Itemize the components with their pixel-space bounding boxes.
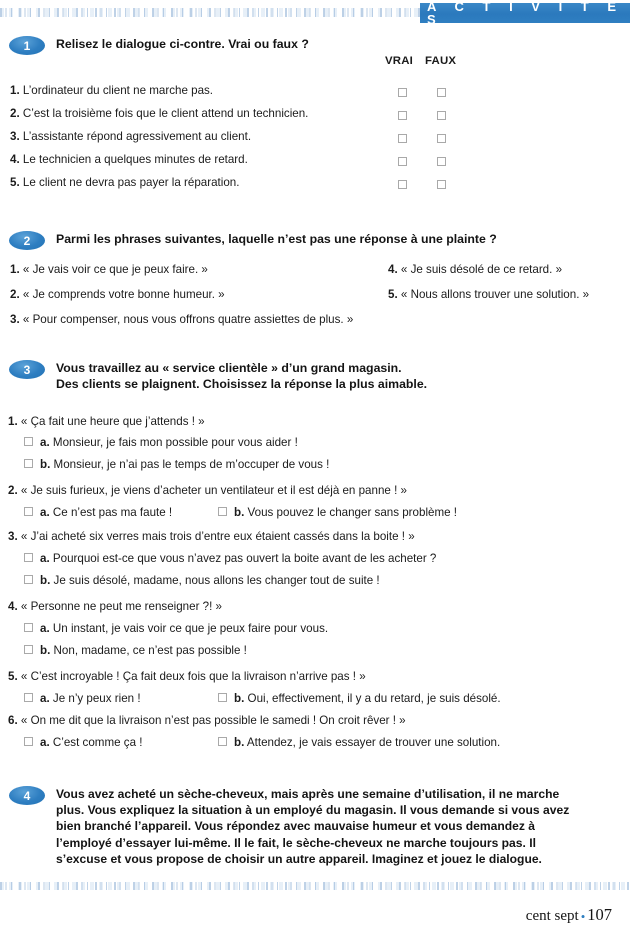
table-row [0, 176, 630, 194]
exercise-3-prompt-line-1: Vous travaillez au « service clientèle » d’un grand magasin. [56, 361, 402, 375]
option-letter: a. [40, 692, 50, 705]
option-checkbox[interactable] [24, 575, 33, 584]
question-number: 3. [8, 530, 18, 543]
exercise-2 [0, 231, 630, 251]
option-checkbox[interactable] [218, 507, 227, 516]
option-letter: b. [40, 458, 51, 471]
vf-row-num: 2. [10, 107, 20, 120]
option-letter: b. [40, 644, 51, 657]
checkbox-vrai[interactable] [398, 180, 407, 189]
vf-row-statement: Le client ne devra pas payer la réparation. [22, 176, 240, 189]
table-row [0, 84, 630, 102]
question-text: « J’ai acheté six verres mais trois d’entre eux étaient cassés dans la boite ! » [20, 530, 415, 543]
option-checkbox[interactable] [24, 553, 33, 562]
activites-header-banner [420, 0, 630, 27]
option-text: Oui, effectivement, il y a du retard, je suis désolé. [247, 692, 501, 705]
vf-row-num: 3. [10, 130, 20, 143]
checkbox-vrai[interactable] [398, 111, 407, 120]
question-number: 2. [8, 484, 18, 497]
question-line [8, 484, 407, 497]
exercise-3-header [0, 360, 630, 392]
list-item [10, 262, 390, 277]
column-header-vrai: VRAI [385, 55, 414, 67]
option-text: Je n’y peux rien ! [52, 692, 141, 705]
vrai-faux-column-headers [385, 55, 465, 67]
vf-row-text [10, 107, 308, 120]
option-letter: a. [40, 506, 50, 519]
exercise-3 [0, 360, 630, 392]
exercise-4-prompt-line-5: vous propose de choisir un autre appareil. Imaginez et jouez le dialogue. [124, 851, 542, 866]
list-item [388, 287, 630, 302]
exercise-2-prompt-line-1: Parmi les phrases suivantes, laquelle n’est pas une réponse à une plainte ? [56, 232, 497, 246]
question-line [8, 530, 415, 543]
option-row[interactable] [24, 692, 141, 705]
question-line [8, 714, 406, 727]
exercise-4 [0, 786, 630, 867]
question-number: 5. [8, 670, 18, 683]
footer-page-words: cent sept [525, 908, 579, 924]
option-text: Pourquoi est-ce que vous n’avez pas ouvert la boite avant de les acheter ? [52, 552, 437, 565]
question-number: 4. [8, 600, 18, 613]
item-text: « Je suis désolé de ce retard. » [400, 263, 563, 276]
exercise-4-header [0, 786, 630, 867]
exercise-1-prompt-line-1: Relisez le dialogue ci-contre. Vrai ou faux ? [56, 37, 309, 51]
vf-row-statement: L’assistante répond agressivement au client. [22, 130, 252, 143]
item-number: 1. [10, 263, 20, 276]
question-line [8, 415, 205, 428]
checkbox-faux[interactable] [437, 88, 446, 97]
question-number: 1. [8, 415, 18, 428]
option-row[interactable] [24, 644, 247, 657]
exercise-4-prompt-line-2: Vous expliquez la situation à un employé du magasin. Il vous demande si vous avez bien [56, 803, 570, 834]
option-row[interactable] [24, 736, 142, 749]
option-letter: a. [40, 436, 50, 449]
vf-row-statement: L’ordinateur du client ne marche pas. [22, 84, 214, 97]
option-checkbox[interactable] [24, 507, 33, 516]
exercise-2-header [0, 231, 630, 251]
option-letter: a. [40, 622, 50, 635]
exercise-2-prompt [56, 231, 630, 247]
footer-page-number: 107 [587, 905, 612, 924]
exercise-4-number-badge: 4 [9, 786, 45, 805]
option-letter: b. [234, 692, 245, 705]
option-text: C’est comme ça ! [52, 736, 143, 749]
vf-row-text [10, 153, 248, 166]
exercise-3-prompt [56, 360, 630, 392]
table-row [0, 107, 630, 125]
option-checkbox[interactable] [24, 437, 33, 446]
page-footer [0, 905, 612, 925]
option-text: Je suis désolé, madame, nous allons les changer tout de suite ! [53, 574, 380, 587]
vf-row-text [10, 84, 213, 97]
option-letter: b. [234, 506, 245, 519]
option-checkbox[interactable] [24, 459, 33, 468]
item-number: 5. [388, 288, 398, 301]
question-text: « Ça fait une heure que j’attends ! » [20, 415, 205, 428]
exercise-1-number-badge: 1 [9, 36, 45, 55]
table-row [0, 130, 630, 148]
exercise-1 [0, 36, 630, 56]
item-text: « Pour compenser, nous vous offrons quatre assiettes de plus. » [22, 313, 354, 326]
exercise-4-prompt [56, 786, 581, 867]
option-checkbox[interactable] [24, 737, 33, 746]
checkbox-faux[interactable] [437, 111, 446, 120]
checkbox-faux[interactable] [437, 157, 446, 166]
exercise-2-number-badge: 2 [9, 231, 45, 250]
list-item [388, 262, 630, 277]
vf-row-text [10, 176, 239, 189]
item-text: « Je comprends votre bonne humeur. » [22, 288, 225, 301]
option-letter: a. [40, 736, 50, 749]
item-number: 3. [10, 313, 20, 326]
item-number: 2. [10, 288, 20, 301]
option-row[interactable] [24, 574, 380, 587]
option-row[interactable] [218, 736, 500, 749]
exercise-4-prompt-line-3: branché l’appareil. Vous répondez avec mauvaise humeur et vous demandez à l’employé [56, 819, 536, 850]
option-letter: b. [234, 736, 245, 749]
option-row[interactable] [218, 506, 457, 519]
vf-row-text [10, 130, 251, 143]
question-text: « C’est incroyable ! Ça fait deux fois que la livraison n’arrive pas ! » [20, 670, 366, 683]
item-text: « Je vais voir ce que je peux faire. » [22, 263, 208, 276]
option-letter: a. [40, 552, 50, 565]
exercise-1-prompt [56, 36, 630, 52]
checkbox-vrai[interactable] [398, 88, 407, 97]
question-text: « Je suis furieux, je viens d’acheter un ventilateur et il est déjà en panne ! » [20, 484, 407, 497]
option-text: Vous pouvez le changer sans problème ! [247, 506, 458, 519]
option-text: Monsieur, je n’ai pas le temps de m’occuper de vous ! [53, 458, 330, 471]
option-text: Non, madame, ce n’est pas possible ! [53, 644, 247, 657]
vf-row-num: 4. [10, 153, 20, 166]
exercise-4-prompt-line-4: d’essayer lui-même. Il le fait, le sèche-cheveux ne marche toujours pas. Il s’excuse et [56, 835, 536, 866]
checkbox-faux[interactable] [437, 134, 446, 143]
question-text: « On me dit que la livraison n’est pas possible le samedi ! On croit rêver ! » [20, 714, 406, 727]
option-text: Un instant, je vais voir ce que je peux faire pour vous. [52, 622, 329, 635]
exercise-3-prompt-line-2: Des clients se plaignent. Choisissez la réponse la plus aimable. [56, 377, 428, 391]
option-checkbox[interactable] [24, 645, 33, 654]
option-letter: b. [40, 574, 51, 587]
option-checkbox[interactable] [24, 623, 33, 632]
option-row[interactable] [24, 552, 436, 565]
option-text: Attendez, je vais essayer de trouver une solution. [246, 736, 501, 749]
question-text: « Personne ne peut me renseigner ?! » [20, 600, 222, 613]
option-row[interactable] [24, 506, 172, 519]
option-row[interactable] [218, 692, 501, 705]
option-row[interactable] [24, 436, 298, 449]
exercise-1-header [0, 36, 630, 56]
question-line [8, 670, 366, 683]
option-text: Monsieur, je fais mon possible pour vous aider ! [52, 436, 298, 449]
option-row[interactable] [24, 622, 328, 635]
option-text: Ce n’est pas ma faute ! [52, 506, 173, 519]
footer-dot-separator: • [580, 908, 586, 924]
vf-row-statement: C’est la troisième fois que le client attend un technicien. [22, 107, 309, 120]
vf-row-statement: Le technicien a quelques minutes de retard. [22, 153, 248, 166]
exercise-3-number-badge: 3 [9, 360, 45, 379]
column-header-faux: FAUX [425, 55, 457, 67]
table-row [0, 153, 630, 171]
question-number: 6. [8, 714, 18, 727]
item-number: 4. [388, 263, 398, 276]
item-text: « Nous allons trouver une solution. » [400, 288, 590, 301]
header-title: A C T I V I T É S [427, 0, 624, 27]
vf-row-num: 1. [10, 84, 20, 97]
checkbox-faux[interactable] [437, 180, 446, 189]
exercise-4-prompt-line-1: Vous avez acheté un sèche-cheveux, mais après une semaine d’utilisation, il ne marche plus. [56, 787, 560, 818]
option-checkbox[interactable] [218, 693, 227, 702]
option-row[interactable] [24, 458, 329, 471]
question-line [8, 600, 222, 613]
option-checkbox[interactable] [218, 737, 227, 746]
option-checkbox[interactable] [24, 693, 33, 702]
list-item [10, 287, 390, 302]
bottom-decorative-band [0, 882, 630, 890]
checkbox-vrai[interactable] [398, 134, 407, 143]
vf-row-num: 5. [10, 176, 20, 189]
checkbox-vrai[interactable] [398, 157, 407, 166]
list-item [10, 312, 390, 327]
